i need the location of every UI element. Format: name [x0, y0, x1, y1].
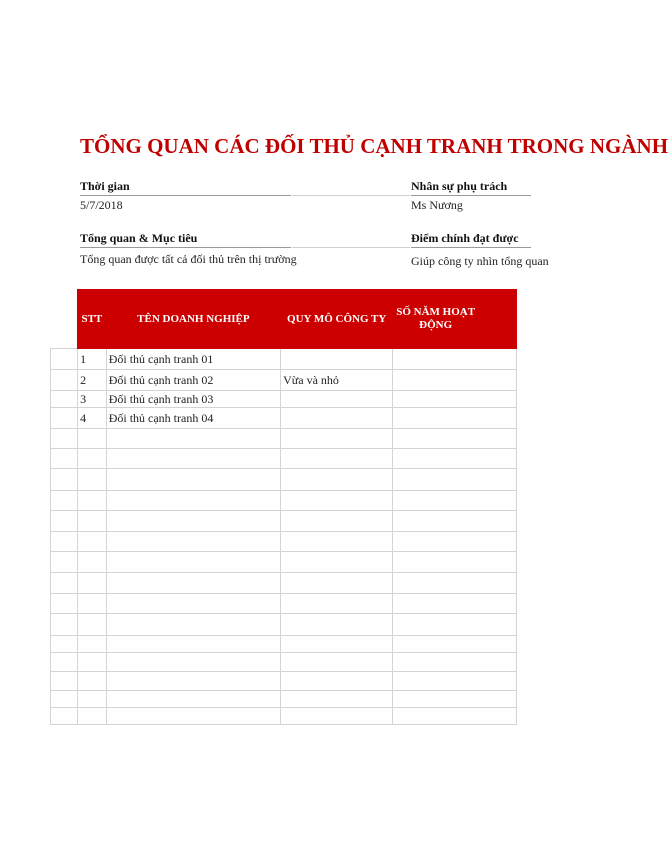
- empty-cell[interactable]: [51, 469, 78, 491]
- empty-cell[interactable]: [78, 691, 107, 708]
- empty-cell[interactable]: [106, 469, 280, 491]
- empty-cell[interactable]: [106, 449, 280, 469]
- table-row: [51, 370, 517, 391]
- empty-cell[interactable]: [78, 573, 107, 594]
- empty-row: [51, 708, 517, 725]
- empty-cell[interactable]: [106, 491, 280, 511]
- empty-cell[interactable]: [281, 573, 393, 594]
- empty-cell[interactable]: [281, 449, 393, 469]
- empty-cell[interactable]: [393, 614, 517, 636]
- scale-cell[interactable]: [281, 349, 393, 370]
- points-underline: [411, 247, 531, 248]
- person-value[interactable]: Ms Nương: [411, 198, 463, 212]
- empty-cell[interactable]: [393, 491, 517, 511]
- empty-cell[interactable]: [281, 429, 393, 449]
- gap-underline: [292, 195, 410, 196]
- overview-label: Tổng quan & Mục tiêu: [80, 231, 198, 245]
- empty-cell[interactable]: [78, 469, 107, 491]
- empty-cell[interactable]: [281, 469, 393, 491]
- empty-cell[interactable]: [51, 429, 78, 449]
- empty-cell[interactable]: [78, 449, 107, 469]
- empty-cell[interactable]: [106, 691, 280, 708]
- name-cell[interactable]: Đối thủ cạnh tranh 03: [106, 391, 280, 408]
- empty-cell[interactable]: [78, 614, 107, 636]
- empty-cell[interactable]: [393, 429, 517, 449]
- stt-cell[interactable]: 3: [78, 391, 107, 408]
- empty-row: [51, 636, 517, 653]
- table-row: [51, 408, 517, 429]
- header-years-active[interactable]: SỐ NĂM HOẠT ĐỘNG: [393, 290, 517, 349]
- stt-cell[interactable]: 1: [78, 349, 107, 370]
- empty-cell[interactable]: [78, 672, 107, 691]
- empty-row: [51, 552, 517, 573]
- empty-cell[interactable]: [393, 573, 517, 594]
- empty-cell[interactable]: [106, 672, 280, 691]
- empty-cell[interactable]: [281, 491, 393, 511]
- points-label: Điểm chính đạt được: [411, 231, 519, 245]
- empty-row: [51, 532, 517, 552]
- header-company-name[interactable]: TÊN DOANH NGHIỆP: [106, 290, 280, 349]
- scale-cell[interactable]: [281, 408, 393, 429]
- empty-cell[interactable]: [106, 614, 280, 636]
- header-stt[interactable]: STT: [78, 290, 107, 349]
- empty-cell[interactable]: [281, 511, 393, 532]
- empty-cell[interactable]: [78, 532, 107, 552]
- empty-cell[interactable]: [393, 469, 517, 491]
- empty-cell[interactable]: [106, 511, 280, 532]
- empty-cell[interactable]: [393, 594, 517, 614]
- empty-cell[interactable]: [393, 636, 517, 653]
- empty-cell[interactable]: [393, 653, 517, 672]
- scale-cell[interactable]: [281, 391, 393, 408]
- empty-cell[interactable]: [51, 691, 78, 708]
- empty-cell[interactable]: [78, 511, 107, 532]
- gap-underline-2: [292, 247, 410, 248]
- empty-cell[interactable]: [51, 552, 78, 573]
- empty-cell[interactable]: [51, 594, 78, 614]
- empty-cell[interactable]: [281, 653, 393, 672]
- empty-row: [51, 573, 517, 594]
- overview-underline: [80, 247, 291, 248]
- time-value[interactable]: 5/7/2018: [80, 198, 123, 212]
- name-cell[interactable]: Đối thủ cạnh tranh 04: [106, 408, 280, 429]
- empty-cell[interactable]: [281, 672, 393, 691]
- empty-cell[interactable]: [281, 614, 393, 636]
- empty-cell[interactable]: [393, 672, 517, 691]
- empty-cell[interactable]: [281, 708, 393, 725]
- name-cell[interactable]: Đối thủ cạnh tranh 02: [106, 370, 280, 391]
- scale-cell[interactable]: Vừa và nhỏ: [281, 370, 393, 391]
- empty-row: [51, 653, 517, 672]
- empty-cell[interactable]: [78, 708, 107, 725]
- row-spacer-cell[interactable]: [51, 370, 78, 391]
- empty-row: [51, 449, 517, 469]
- stt-cell[interactable]: 4: [78, 408, 107, 429]
- empty-cell[interactable]: [393, 708, 517, 725]
- empty-cell[interactable]: [78, 594, 107, 614]
- empty-row: [51, 672, 517, 691]
- empty-cell[interactable]: [51, 653, 78, 672]
- empty-cell[interactable]: [106, 573, 280, 594]
- time-label: Thời gian: [80, 179, 130, 193]
- page-title: TỔNG QUAN CÁC ĐỐI THỦ CẠNH TRANH TRONG NGÀNH: [80, 134, 668, 158]
- empty-cell[interactable]: [106, 532, 280, 552]
- empty-cell[interactable]: [281, 552, 393, 573]
- empty-cell[interactable]: [393, 532, 517, 552]
- stt-cell[interactable]: 2: [78, 370, 107, 391]
- row-spacer-cell[interactable]: [51, 391, 78, 408]
- empty-cell[interactable]: [51, 614, 78, 636]
- years-cell[interactable]: [393, 408, 517, 429]
- empty-cell[interactable]: [51, 708, 78, 725]
- years-cell[interactable]: [393, 391, 517, 408]
- empty-cell[interactable]: [281, 636, 393, 653]
- empty-cell[interactable]: [78, 429, 107, 449]
- empty-cell[interactable]: [281, 594, 393, 614]
- empty-cell[interactable]: [51, 573, 78, 594]
- empty-cell[interactable]: [51, 672, 78, 691]
- empty-cell[interactable]: [106, 552, 280, 573]
- table-header-row: [51, 290, 517, 349]
- header-company-scale[interactable]: QUY MÔ CÔNG TY: [281, 290, 393, 349]
- empty-row: [51, 614, 517, 636]
- empty-cell[interactable]: [281, 691, 393, 708]
- name-cell[interactable]: Đối thủ cạnh tranh 01: [106, 349, 280, 370]
- header-spacer: [51, 290, 78, 349]
- person-underline: [411, 195, 531, 196]
- empty-cell[interactable]: [78, 636, 107, 653]
- person-label: Nhân sự phụ trách: [411, 179, 508, 193]
- empty-cell[interactable]: [393, 511, 517, 532]
- empty-cell[interactable]: [393, 552, 517, 573]
- competitor-table: [50, 289, 517, 725]
- empty-cell[interactable]: [106, 636, 280, 653]
- empty-row: [51, 511, 517, 532]
- empty-cell[interactable]: [106, 708, 280, 725]
- empty-cell[interactable]: [51, 636, 78, 653]
- empty-cell[interactable]: [51, 449, 78, 469]
- empty-cell[interactable]: [51, 511, 78, 532]
- empty-cell[interactable]: [106, 653, 280, 672]
- empty-cell[interactable]: [78, 491, 107, 511]
- empty-cell[interactable]: [78, 653, 107, 672]
- empty-cell[interactable]: [393, 691, 517, 708]
- empty-cell[interactable]: [106, 429, 280, 449]
- table-row: [51, 391, 517, 408]
- years-cell[interactable]: [393, 349, 517, 370]
- table-row: [51, 349, 517, 370]
- empty-cell[interactable]: [78, 552, 107, 573]
- empty-row: [51, 491, 517, 511]
- years-cell[interactable]: [393, 370, 517, 391]
- row-spacer-cell[interactable]: [51, 349, 78, 370]
- empty-row: [51, 691, 517, 708]
- empty-cell[interactable]: [51, 532, 78, 552]
- time-underline: [80, 195, 291, 196]
- empty-row: [51, 594, 517, 614]
- row-spacer-cell[interactable]: [51, 408, 78, 429]
- empty-cell[interactable]: [281, 532, 393, 552]
- overview-value[interactable]: Tổng quan được tất cả đối thủ trên thị trường: [80, 252, 297, 266]
- empty-cell[interactable]: [393, 449, 517, 469]
- empty-cell[interactable]: [106, 594, 280, 614]
- points-value[interactable]: Giúp công ty nhìn tổng quan: [411, 254, 549, 268]
- empty-cell[interactable]: [51, 491, 78, 511]
- empty-row: [51, 429, 517, 449]
- empty-row: [51, 469, 517, 491]
